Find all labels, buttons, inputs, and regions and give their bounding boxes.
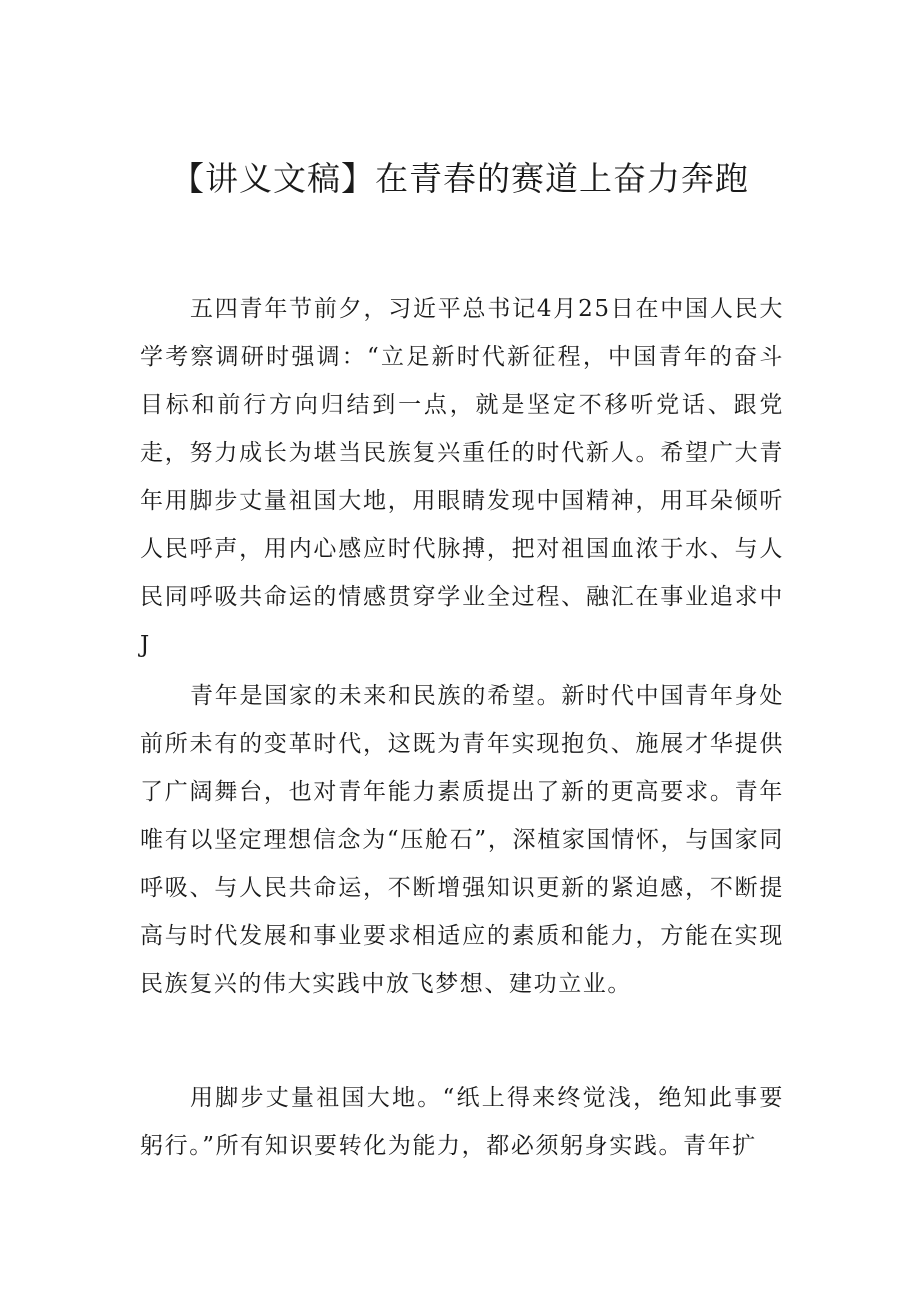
paragraph-1: 五四青年节前夕，习近平总书记4月25日在中国人民大学考察调研时强调：“立足新时代新征程，中国青年的奋斗目标和前行方向归结到一点，就是坚定不移听党话、跟党走，努力成长为堪当民族复兴重任的时代新人。希望广大青年用脚步丈量祖国大地，用眼睛发现中国精神，用耳朵倾听人民呼声，用内心感应时代脉搏，把对祖国血浓于水、与人民同呼吸共命运的情感贯穿学业全过程、融汇在事业追求中J [140, 296, 784, 658]
paragraph-3: 用脚步丈量祖国大地。“纸上得来终觉浅，绝知此事要躬行。”所有知识要转化为能力，都必须躬身实践。青年扩 [140, 1085, 784, 1159]
document-title: 【讲义文稿】在青春的赛道上奋力奔跑 [171, 159, 749, 198]
paragraph-2: 青年是国家的未来和民族的希望。新时代中国青年身处前所未有的变革时代，这既为青年实现抱负、施展才华提供了广阔舞台，也对青年能力素质提出了新的更高要求。青年唯有以坚定理想信念为“压舱石”，深植家国情怀，与国家同呼吸、与人民共命运，不断增强知识更新的紧迫感，不断提高与时代发展和事业要求相适应的素质和能力，方能在实现民族复兴的伟大实践中放飞梦想、建功立业。 [140, 683, 784, 997]
